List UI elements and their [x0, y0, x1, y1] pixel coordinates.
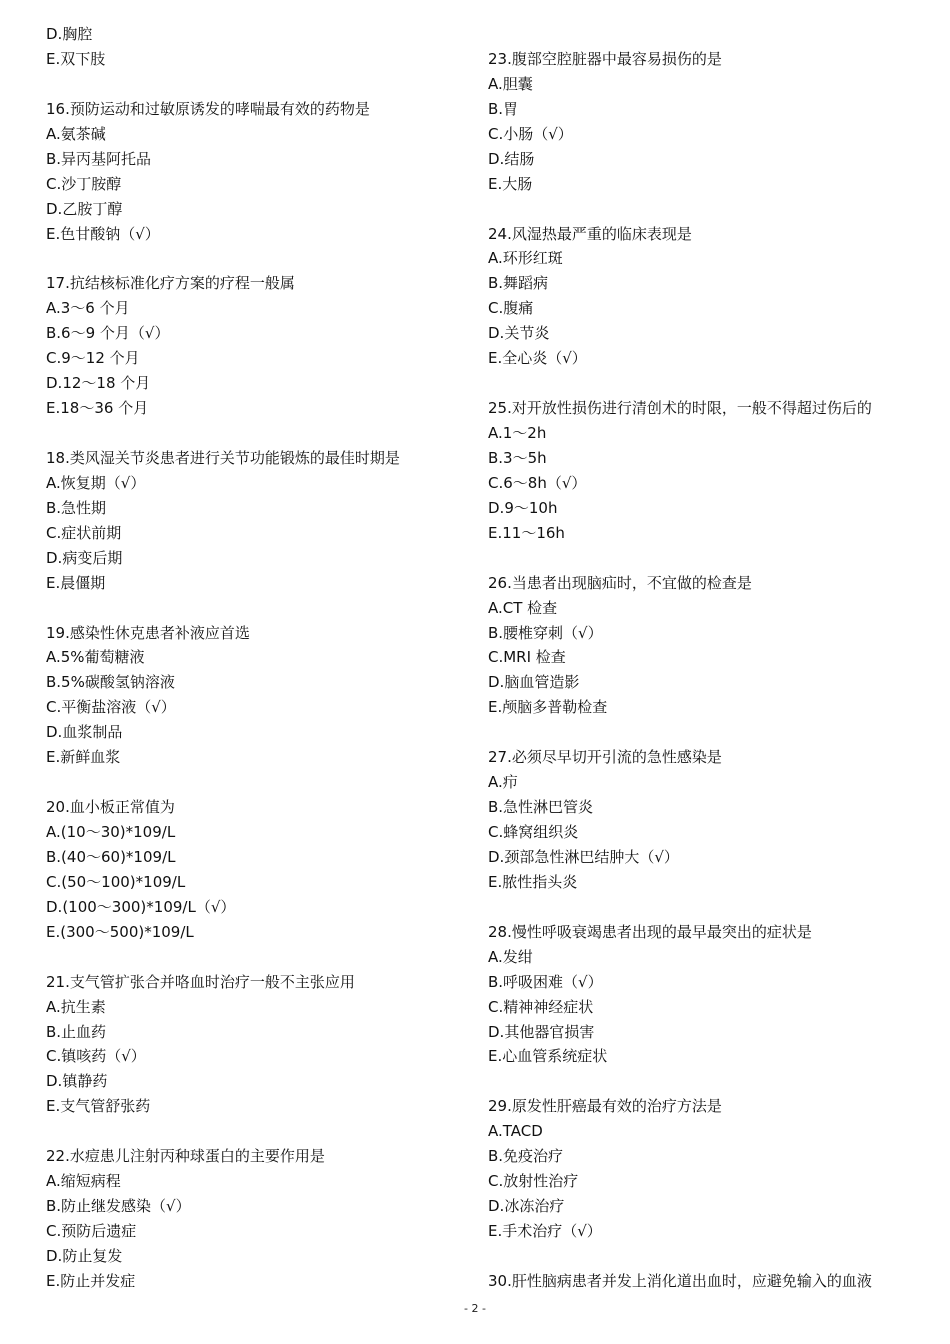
spacer — [46, 1119, 486, 1144]
page-number: - 2 - — [464, 1302, 486, 1315]
question-block — [46, 795, 486, 945]
spacer — [46, 421, 486, 446]
option-text: D.结肠 — [488, 149, 535, 168]
option-text: B.止血药 — [46, 1022, 107, 1041]
option-text: E.支气管舒张药 — [46, 1097, 151, 1116]
option-text: D.病变后期 — [46, 548, 123, 567]
option-text: D.关节炎 — [488, 324, 550, 343]
question-stem: 17.抗结核标准化疗方案的疗程一般属 — [46, 274, 295, 293]
question-block — [46, 97, 486, 247]
option-text: A.3～6 个月 — [46, 299, 130, 318]
question-stem: 20.血小板正常值为 — [46, 798, 175, 817]
option-text: B.防止继发感染（√） — [46, 1197, 191, 1216]
spacer — [488, 1244, 918, 1269]
question-stem: 23.腹部空腔脏器中最容易损伤的是 — [488, 49, 722, 68]
option-text: B.5%碳酸氢钠溶液 — [46, 673, 175, 692]
option-text: E.18～36 个月 — [46, 399, 149, 418]
option-text: B.(40～60)*109/L — [46, 847, 176, 866]
option-text: D.冰冻治疗 — [488, 1197, 565, 1216]
option-text: D.12～18 个月 — [46, 374, 151, 393]
option-text: B.腰椎穿刺（√） — [488, 623, 603, 642]
question-block — [46, 271, 486, 421]
spacer — [46, 596, 486, 621]
option-text: D.防止复发 — [46, 1246, 123, 1265]
option-text: C.小肠（√） — [488, 124, 573, 143]
question-block — [488, 745, 918, 895]
option-text: C.(50～100)*109/L — [46, 872, 186, 891]
option-text: C.蜂窝组织炎 — [488, 823, 579, 841]
option-text: E.(300～500)*109/L — [46, 922, 194, 941]
question-stem: 26.当患者出现脑疝时，不宜做的检查是 — [488, 573, 752, 592]
option-text: A.CT 检查 — [488, 598, 558, 617]
right-column — [488, 22, 918, 1294]
option-text: D.脑血管造影 — [488, 673, 580, 692]
option-text: A.抗生素 — [46, 997, 106, 1016]
option-text: C.预防后遗症 — [46, 1222, 137, 1240]
question-stem: 21.支气管扩张合并咯血时治疗一般不主张应用 — [46, 972, 355, 991]
option-text: E.心血管系统症状 — [488, 1047, 608, 1066]
option-text: D.血浆制品 — [46, 723, 123, 742]
option-text: E.手术治疗（√） — [488, 1222, 602, 1240]
question-block — [46, 446, 486, 596]
option-text: E.脓性指头炎 — [488, 872, 578, 891]
spacer — [488, 895, 918, 920]
spacer — [46, 945, 486, 970]
option-text: E.色甘酸钠（√） — [46, 224, 160, 243]
left-column — [46, 22, 486, 1294]
option-text: A.TACD — [488, 1122, 543, 1141]
question-block — [488, 571, 918, 721]
option-text: D.(100～300)*109/L（√） — [46, 897, 236, 916]
spacer — [488, 546, 918, 571]
option-text: E.大肠 — [488, 174, 533, 193]
question-block — [46, 621, 486, 771]
option-text: A.发绀 — [488, 947, 533, 966]
spacer — [46, 72, 486, 97]
option-text: E.全心炎（√） — [488, 349, 587, 368]
option-text: A.环形红斑 — [488, 249, 563, 268]
option-text: C.MRI 检查 — [488, 648, 566, 667]
option-text: E.双下肢 — [46, 49, 106, 68]
option-text: B.急性期 — [46, 498, 107, 517]
spacer — [488, 1069, 918, 1094]
question-stem: 19.感染性休克患者补液应首选 — [46, 623, 250, 642]
question-stem: 27.必须尽早切开引流的急性感染是 — [488, 748, 722, 767]
question-stem: 30.肝性脑病患者并发上消化道出血时，应避免输入的血液 — [488, 1271, 872, 1290]
option-text: A.1～2h — [488, 424, 547, 442]
option-text: B.异丙基阿托品 — [46, 149, 152, 168]
question-stem: 22.水痘患儿注射丙种球蛋白的主要作用是 — [46, 1147, 325, 1166]
option-text: D.9～10h — [488, 498, 558, 517]
question-block — [488, 222, 918, 372]
option-text: E.新鲜血浆 — [46, 748, 121, 767]
option-text: B.3～5h — [488, 448, 547, 467]
option-text: D.乙胺丁醇 — [46, 199, 123, 218]
question-stem: 16.预防运动和过敏原诱发的哮喘最有效的药物是 — [46, 99, 370, 118]
option-text: E.11～16h — [488, 523, 565, 542]
option-text: A.胆囊 — [488, 74, 533, 93]
option-text: D.镇静药 — [46, 1072, 108, 1091]
option-text: D.胸腔 — [46, 25, 93, 43]
spacer — [488, 720, 918, 745]
option-text: A.5%葡萄糖液 — [46, 648, 145, 667]
question-block — [488, 920, 918, 1070]
option-text: D.颈部急性淋巴结肿大（√） — [488, 847, 679, 866]
option-text: C.9～12 个月 — [46, 349, 140, 368]
option-text: A.缩短病程 — [46, 1172, 121, 1191]
option-text: B.舞蹈病 — [488, 274, 549, 293]
option-text: E.晨僵期 — [46, 573, 106, 592]
spacer — [46, 246, 486, 271]
option-text: B.急性淋巴管炎 — [488, 798, 594, 817]
option-text: E.颅脑多普勒检查 — [488, 698, 608, 717]
option-text: E.防止并发症 — [46, 1271, 136, 1290]
option-text: B.胃 — [488, 99, 519, 118]
option-text: C.6～8h（√） — [488, 473, 587, 492]
option-text: C.精神神经症状 — [488, 997, 594, 1016]
question-block — [488, 1269, 918, 1294]
option-text: B.6～9 个月（√） — [46, 324, 170, 343]
option-text: C.放射性治疗 — [488, 1172, 579, 1191]
option-text: B.免疫治疗 — [488, 1147, 564, 1166]
question-stem: 29.原发性肝癌最有效的治疗方法是 — [488, 1097, 722, 1116]
option-text: C.镇咳药（√） — [46, 1047, 146, 1066]
spacer — [488, 197, 918, 222]
question-block — [488, 396, 918, 546]
spacer — [488, 371, 918, 396]
option-text: A.氨茶碱 — [46, 124, 106, 143]
option-text: A.(10～30)*109/L — [46, 823, 176, 841]
question-stem: 28.慢性呼吸衰竭患者出现的最早最突出的症状是 — [488, 922, 812, 941]
question-block — [46, 970, 486, 1120]
option-text: C.症状前期 — [46, 523, 122, 542]
option-text: D.其他器官损害 — [488, 1022, 595, 1041]
question-block — [46, 1144, 486, 1294]
question-stem: 25.对开放性损伤进行清创术的时限，一般不得超过伤后的 — [488, 399, 872, 418]
option-text: B.呼吸困难（√） — [488, 972, 603, 991]
question-block — [488, 47, 918, 197]
option-text: C.腹痛 — [488, 299, 534, 318]
option-text: A.疖 — [488, 773, 518, 792]
question-block — [488, 1094, 918, 1244]
spacer — [488, 22, 918, 47]
question-stem: 24.风湿热最严重的临床表现是 — [488, 224, 692, 243]
option-text: C.平衡盐溶液（√） — [46, 698, 176, 717]
spacer — [46, 770, 486, 795]
option-text: A.恢复期（√） — [46, 473, 146, 492]
option-text: C.沙丁胺醇 — [46, 174, 122, 193]
question-stem: 18.类风湿关节炎患者进行关节功能锻炼的最佳时期是 — [46, 448, 400, 467]
